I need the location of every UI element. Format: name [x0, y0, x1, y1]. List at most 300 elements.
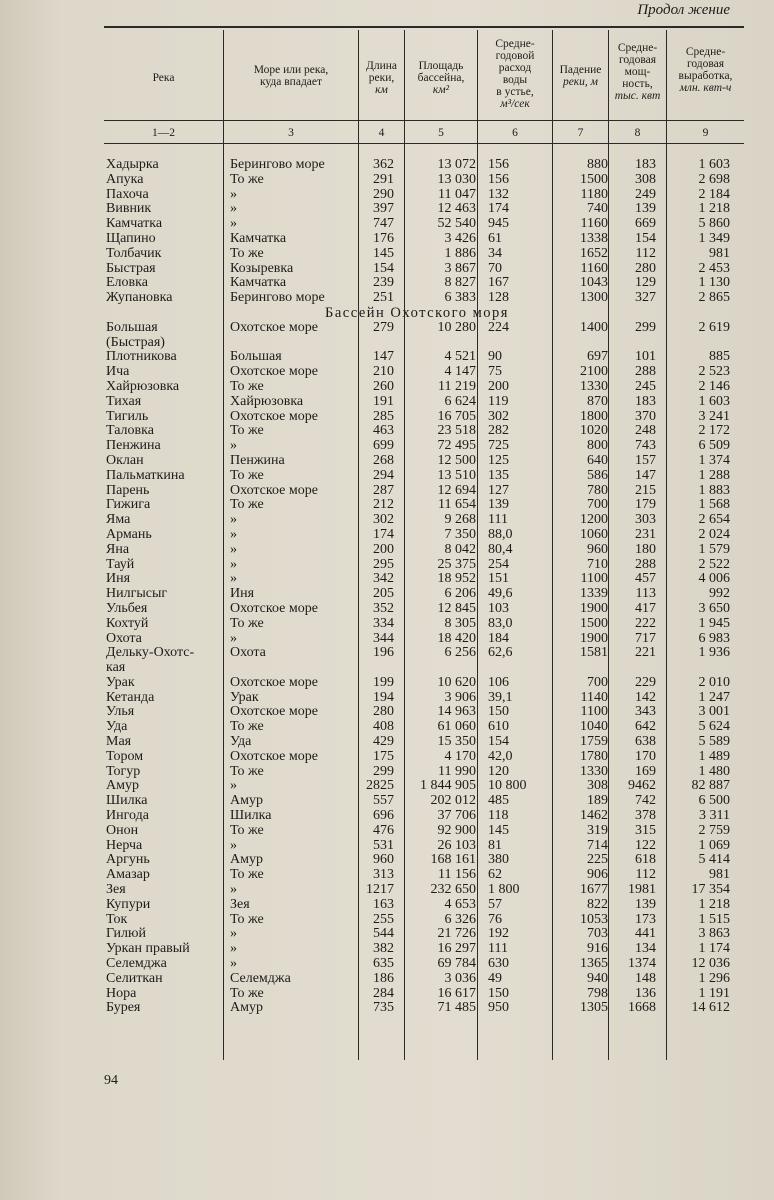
table-row — [104, 336, 730, 351]
area-value: 6 326 — [444, 911, 476, 927]
length-value: 696 — [373, 808, 394, 824]
river-name: Гилюй — [106, 926, 146, 942]
column-number: 3 — [288, 127, 294, 139]
river-name: Амазар — [106, 867, 150, 883]
area-value: 3 426 — [444, 230, 476, 246]
output-value: 6 500 — [698, 793, 730, 809]
output-value: 1 191 — [698, 985, 730, 1001]
output-value: 2 619 — [698, 319, 730, 335]
power-value: 343 — [635, 704, 656, 720]
column-number: 5 — [438, 127, 444, 139]
output-value: 1 568 — [698, 497, 730, 513]
fall-value: 1338 — [580, 230, 608, 246]
length-value: 280 — [373, 704, 394, 720]
table-row — [104, 853, 730, 868]
output-value: 12 036 — [691, 956, 730, 972]
length-value: 196 — [373, 645, 394, 661]
header-fall — [553, 64, 608, 88]
length-value: 251 — [373, 290, 394, 306]
fall-value: 1305 — [580, 1000, 608, 1016]
length-value: 635 — [373, 956, 394, 972]
length-value: 205 — [373, 586, 394, 602]
power-value: 642 — [635, 719, 656, 735]
output-value: 1 069 — [698, 837, 730, 853]
area-value: 6 624 — [444, 393, 476, 409]
area-value — [400, 336, 482, 351]
output-value: 1 489 — [698, 748, 730, 764]
power-value: 170 — [635, 748, 656, 764]
mouth-name: То же — [230, 171, 264, 187]
mouth-name: То же — [230, 822, 264, 838]
output-value: 2 523 — [698, 364, 730, 380]
mouth-name: То же — [230, 985, 264, 1001]
discharge-value: 139 — [488, 497, 509, 513]
length-value: 699 — [373, 438, 394, 454]
power-value: 129 — [635, 275, 656, 291]
table-row — [104, 247, 730, 262]
power-value: 1374 — [628, 956, 656, 972]
output-value: 3 863 — [698, 926, 730, 942]
power-value: 113 — [635, 586, 656, 602]
area-value: 3 867 — [444, 260, 476, 276]
length-value: 154 — [373, 260, 394, 276]
power-value: 280 — [635, 260, 656, 276]
header-power-unit: тыс. квт — [614, 90, 661, 102]
discharge-value: 75 — [488, 364, 502, 380]
area-value: 10 280 — [437, 319, 476, 335]
output-value: 1 603 — [698, 393, 730, 409]
river-name: Шилка — [106, 793, 148, 809]
discharge-value: 725 — [488, 438, 509, 454]
river-name: Иня — [106, 571, 131, 587]
discharge-value: 111 — [488, 512, 508, 528]
power-value: 101 — [635, 349, 656, 365]
length-value: 382 — [373, 941, 394, 957]
table-row — [104, 824, 730, 839]
length-value: 342 — [373, 571, 394, 587]
mouth-name: Козыревка — [230, 260, 294, 276]
discharge-value: 128 — [488, 290, 509, 306]
fall-value: 1677 — [580, 882, 608, 898]
length-value: 210 — [373, 364, 394, 380]
fall-value: 940 — [587, 970, 608, 986]
section-title: Бассейн Охотского моря — [325, 304, 509, 321]
table-row — [104, 691, 730, 706]
fall-value: 225 — [587, 852, 608, 868]
output-value: 2 698 — [698, 171, 730, 187]
power-value: 173 — [635, 911, 656, 927]
river-name: Нилгысыг — [106, 586, 168, 602]
power-value: 222 — [635, 615, 656, 631]
length-value: 145 — [373, 245, 394, 261]
area-value: 11 990 — [438, 763, 476, 779]
area-value: 1 886 — [444, 245, 476, 261]
length-value: 186 — [373, 970, 394, 986]
mouth-name — [228, 661, 360, 676]
river-name: Купури — [106, 896, 151, 912]
header-discharge-unit: м³/сек — [500, 98, 530, 110]
mouth-name: Берингово море — [230, 290, 325, 306]
length-value: 544 — [373, 926, 394, 942]
table-row — [104, 705, 730, 720]
header-length-unit: км — [375, 84, 388, 96]
length-value: 287 — [373, 482, 394, 498]
area-value: 18 952 — [437, 571, 476, 587]
page-number: 94 — [104, 1073, 118, 1088]
header-divider-rule — [104, 120, 744, 121]
length-value: 747 — [373, 216, 394, 232]
power-value: 717 — [635, 630, 656, 646]
power-value: 157 — [635, 452, 656, 468]
mouth-name: То же — [230, 245, 264, 261]
fall-value: 916 — [587, 941, 608, 957]
header-length-line: реки, — [368, 72, 395, 84]
header-power — [609, 42, 666, 102]
table-row — [104, 632, 730, 647]
output-value: 2 184 — [698, 186, 730, 202]
power-value: 221 — [635, 645, 656, 661]
length-value: 302 — [373, 512, 394, 528]
power-value: 288 — [635, 556, 656, 572]
output-value: 2 010 — [698, 674, 730, 690]
fall-value: 1100 — [580, 704, 608, 720]
output-value: 5 860 — [698, 216, 730, 232]
river-name: Онон — [106, 822, 139, 838]
output-value: 2 759 — [698, 822, 730, 838]
river-name: Щапино — [106, 230, 156, 246]
river-name: Уркан правый — [106, 941, 190, 957]
river-name: Гижига — [106, 497, 151, 513]
header-mouth-line: Море или река, — [253, 64, 329, 76]
power-value: 112 — [635, 867, 656, 883]
power-value: 303 — [635, 512, 656, 528]
area-value: 4 521 — [444, 349, 476, 365]
output-value: 1 883 — [698, 482, 730, 498]
river-name: Ича — [106, 364, 130, 380]
table-row — [104, 794, 730, 809]
table-row — [104, 543, 730, 558]
mouth-name: Охотское море — [230, 482, 318, 498]
fall-value: 703 — [587, 926, 608, 942]
discharge-value: 224 — [488, 319, 509, 335]
power-value: 618 — [635, 852, 656, 868]
mouth-name: » — [230, 941, 237, 957]
area-value: 26 103 — [437, 837, 476, 853]
header-power-line: Средне- — [617, 42, 658, 54]
table-row — [104, 646, 730, 661]
river-name: Урак — [106, 674, 135, 690]
fall-value: 906 — [587, 867, 608, 883]
column-number: 7 — [577, 127, 584, 139]
mouth-name: То же — [230, 497, 264, 513]
output-value: 1 579 — [698, 541, 730, 557]
length-value: 1217 — [366, 882, 394, 898]
area-value: 232 650 — [430, 882, 476, 898]
discharge-value: 145 — [488, 822, 509, 838]
area-value: 10 620 — [437, 674, 476, 690]
area-value: 4 147 — [444, 364, 476, 380]
fall-value — [558, 336, 612, 351]
river-name: Хайрюзовка — [106, 378, 180, 394]
column-number: 1—2 — [152, 127, 175, 139]
length-value: 2825 — [366, 778, 394, 794]
table-row — [104, 957, 730, 972]
header-output-line: годовая — [686, 58, 725, 70]
table-row — [104, 528, 730, 543]
fall-value: 960 — [587, 541, 608, 557]
length-value: 147 — [373, 349, 394, 365]
output-value: 5 589 — [698, 734, 730, 750]
table-row — [104, 913, 730, 928]
discharge-value — [482, 661, 558, 676]
output-value: 2 172 — [698, 423, 730, 439]
power-value: 136 — [635, 985, 656, 1001]
mouth-name: » — [230, 926, 237, 942]
fall-value: 1160 — [580, 260, 608, 276]
length-value: 463 — [373, 423, 394, 439]
table-row — [104, 942, 730, 957]
river-name: Бурея — [106, 1000, 141, 1016]
discharge-value: 62,6 — [488, 645, 513, 661]
power-value: 638 — [635, 734, 656, 750]
fall-value: 1652 — [580, 245, 608, 261]
area-value: 12 463 — [437, 201, 476, 217]
area-value: 13 030 — [437, 171, 476, 187]
power-value: 441 — [635, 926, 656, 942]
length-value: 191 — [373, 393, 394, 409]
area-value: 16 297 — [437, 941, 476, 957]
fall-value: 822 — [587, 896, 608, 912]
area-value: 37 706 — [437, 808, 476, 824]
area-value: 13 510 — [437, 467, 476, 483]
river-name: Тогур — [106, 763, 141, 779]
area-value: 4 170 — [444, 748, 476, 764]
mouth-name: » — [230, 837, 237, 853]
mouth-name: » — [230, 541, 237, 557]
table-row — [104, 617, 730, 632]
discharge-value: 485 — [488, 793, 509, 809]
column-number: 9 — [702, 127, 709, 139]
discharge-value: 154 — [488, 734, 509, 750]
river-name: Хадырка — [106, 157, 159, 172]
mouth-name: То же — [230, 719, 264, 735]
output-value: 1 288 — [698, 467, 730, 483]
power-value: 112 — [635, 245, 656, 261]
river-name: Ток — [106, 911, 128, 927]
mouth-name: » — [230, 778, 237, 794]
area-value: 7 350 — [444, 526, 476, 542]
output-value: 3 001 — [698, 704, 730, 720]
river-name: Апука — [106, 171, 144, 187]
discharge-value: 950 — [488, 1000, 509, 1016]
fall-value: 1800 — [580, 408, 608, 424]
river-name: Аргунь — [106, 852, 150, 868]
river-name: Таловка — [106, 423, 154, 439]
power-value: 139 — [635, 201, 656, 217]
river-name: Камчатка — [106, 216, 163, 232]
fall-value: 1400 — [580, 319, 608, 335]
mouth-name: » — [230, 526, 237, 542]
discharge-value: 282 — [488, 423, 509, 439]
output-value — [668, 336, 730, 351]
power-value: 147 — [635, 467, 656, 483]
river-name: Уда — [106, 719, 128, 735]
mouth-name: » — [230, 216, 237, 232]
table-row — [104, 883, 730, 898]
fall-value: 1900 — [580, 630, 608, 646]
output-value: 981 — [709, 245, 730, 261]
length-value: 268 — [373, 452, 394, 468]
fall-value: 1365 — [580, 956, 608, 972]
length-value: 279 — [373, 319, 394, 335]
discharge-value: 192 — [488, 926, 509, 942]
mouth-name: Иня — [230, 586, 255, 602]
area-value: 8 827 — [444, 275, 476, 291]
discharge-value: 610 — [488, 719, 509, 735]
area-value: 13 072 — [437, 157, 476, 172]
fall-value: 1160 — [580, 216, 608, 232]
mouth-name — [228, 336, 360, 351]
fall-value: 700 — [587, 497, 608, 513]
fall-value: 700 — [587, 674, 608, 690]
length-value: 200 — [373, 541, 394, 557]
discharge-value: 111 — [488, 941, 508, 957]
mouth-name: То же — [230, 423, 264, 439]
length-value: 199 — [373, 674, 394, 690]
power-value: 457 — [635, 571, 656, 587]
output-value: 885 — [709, 349, 730, 365]
mouth-name: Камчатка — [230, 230, 287, 246]
river-name: Селиткан — [106, 970, 163, 986]
area-value: 3 906 — [444, 689, 476, 705]
power-value: 180 — [635, 541, 656, 557]
table-row — [104, 676, 730, 691]
area-value: 72 495 — [437, 438, 476, 454]
fall-value: 697 — [587, 349, 608, 365]
river-name: Мая — [106, 734, 132, 750]
output-value: 1 936 — [698, 645, 730, 661]
fall-value — [558, 661, 612, 676]
table-row — [104, 395, 730, 410]
mouth-name: » — [230, 630, 237, 646]
output-value: 3 650 — [698, 600, 730, 616]
discharge-value: 61 — [488, 230, 502, 246]
power-value: 169 — [635, 763, 656, 779]
discharge-value: 70 — [488, 260, 502, 276]
table-row — [104, 927, 730, 942]
river-name: Плотникова — [106, 349, 177, 365]
mouth-name: Охотское море — [230, 364, 318, 380]
power-value: 669 — [635, 216, 656, 232]
area-value: 14 963 — [437, 704, 476, 720]
river-name: Вивник — [106, 201, 152, 217]
length-value: 290 — [373, 186, 394, 202]
header-length — [359, 60, 404, 96]
power-value: 248 — [635, 423, 656, 439]
output-value: 4 006 — [698, 571, 730, 587]
fall-value: 710 — [587, 556, 608, 572]
fall-value: 1900 — [580, 600, 608, 616]
output-value: 2 522 — [698, 556, 730, 572]
header-area — [405, 60, 477, 96]
discharge-value: 119 — [488, 393, 509, 409]
fall-value: 870 — [587, 393, 608, 409]
power-value: 288 — [635, 364, 656, 380]
header-discharge — [478, 38, 552, 110]
table-row — [104, 868, 730, 883]
mouth-name: Хайрюзовка — [230, 393, 304, 409]
discharge-value: 151 — [488, 571, 509, 587]
table-row — [104, 484, 730, 499]
area-value: 16 617 — [437, 985, 476, 1001]
output-value: 1 174 — [698, 941, 730, 957]
discharge-value — [482, 336, 558, 351]
table-row — [104, 454, 730, 469]
header-fall-line: Падение — [559, 64, 602, 76]
discharge-value: 156 — [488, 157, 509, 172]
fall-value: 189 — [587, 793, 608, 809]
fall-value: 1043 — [580, 275, 608, 291]
table-row — [104, 661, 730, 676]
header-discharge-line: в устье, — [496, 86, 534, 98]
power-value: 122 — [635, 837, 656, 853]
table-row — [104, 291, 730, 306]
table-row — [104, 750, 730, 765]
river-name: Еловка — [106, 275, 148, 291]
mouth-name: » — [230, 512, 237, 528]
power-value — [612, 336, 668, 351]
length-value: 397 — [373, 201, 394, 217]
river-name: (Быстрая) — [106, 334, 165, 350]
output-value: 1 480 — [698, 763, 730, 779]
header-area-unit: км² — [432, 84, 450, 96]
discharge-value: 380 — [488, 852, 509, 868]
mouth-name: Уда — [230, 734, 252, 750]
table-row — [104, 276, 730, 291]
area-value: 52 540 — [437, 216, 476, 232]
mouth-name: Пенжина — [230, 452, 285, 468]
discharge-value: 90 — [488, 349, 502, 365]
river-name: Кохтуй — [106, 615, 149, 631]
output-value: 1 296 — [698, 970, 730, 986]
fall-value: 2100 — [580, 364, 608, 380]
fall-value: 1780 — [580, 748, 608, 764]
table-row — [104, 809, 730, 824]
mouth-name: Урак — [230, 689, 259, 705]
header-power-line: мощ- — [624, 66, 651, 78]
table-row — [104, 779, 730, 794]
table-row — [104, 188, 730, 203]
section-row — [104, 306, 730, 321]
area-value: 4 653 — [444, 896, 476, 912]
continuation-label: Продол жение — [637, 2, 730, 18]
power-value: 1981 — [628, 882, 656, 898]
discharge-value: 120 — [488, 763, 509, 779]
length-value: 294 — [373, 467, 394, 483]
table-row — [104, 380, 730, 395]
area-value: 8 305 — [444, 615, 476, 631]
length-value: 175 — [373, 748, 394, 764]
power-value: 9462 — [628, 778, 656, 794]
river-name: Ингода — [106, 808, 149, 824]
power-value: 148 — [635, 970, 656, 986]
power-value: 183 — [635, 157, 656, 172]
header-output-line: выработка, — [678, 70, 733, 82]
length-value: 313 — [373, 867, 394, 883]
discharge-value: 200 — [488, 378, 509, 394]
table-row — [104, 173, 730, 188]
mouth-name: » — [230, 201, 237, 217]
